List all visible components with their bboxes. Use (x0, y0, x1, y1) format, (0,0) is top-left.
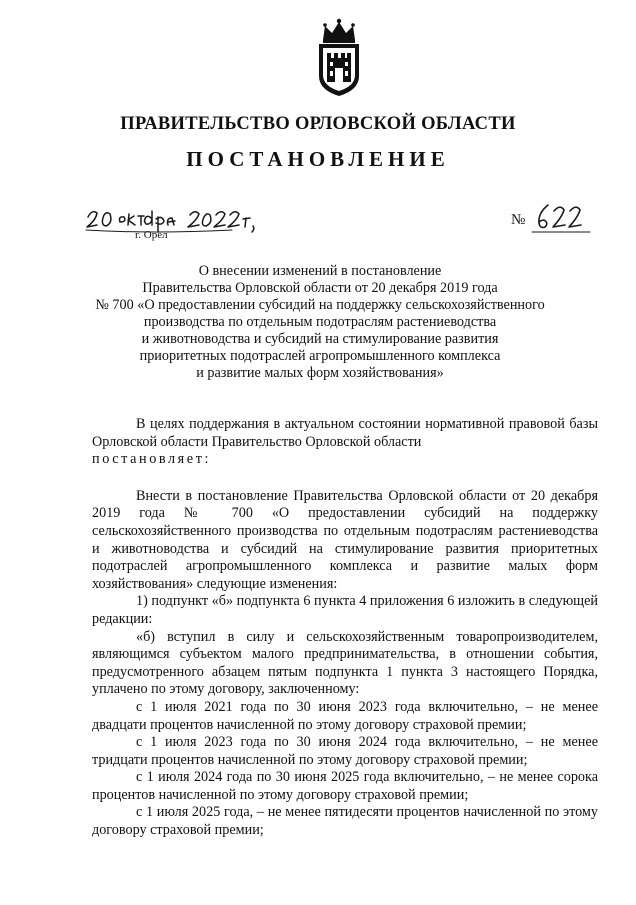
body-paragraph: с 1 июля 2021 года по 30 июня 2023 года включительно, – не менее двадцати процентов начисленной по этому договору страховой премии; (92, 698, 598, 733)
preamble-paragraph (92, 416, 598, 469)
body-paragraph: с 1 июля 2023 года по 30 июня 2024 года включительно, – не менее тридцати процентов начисленной по этому договору страховой премии; (92, 734, 598, 768)
organization-name: ПРАВИТЕЛЬСТВО ОРЛОВСКОЙ ОБЛАСТИ (120, 114, 516, 134)
title-line: Правительства Орловской области от 20 декабря 2019 года (142, 280, 498, 296)
preamble-text: В целях поддержания в актуальном состоянии нормативной правовой базы Орловской области Правительство Орловской области (92, 416, 598, 450)
document-body (92, 416, 598, 840)
body-paragraph: с 1 июля 2025 года, – не менее пятидесяти процентов начисленной по этому договору страховой премии; (92, 804, 598, 839)
title-line: производства по отдельным подотраслям растениеводства (143, 314, 497, 330)
body-paragraph: 1) подпункт «б» подпункта 6 пункта 4 приложения 6 изложить в следующей редакции: (92, 593, 598, 627)
number-label: № (511, 212, 526, 228)
body-paragraph: «б) вступил в силу и сельскохозяйственным товаропроизводителем, являющимся субъектом малого предпринимательства, в отношении события, предусмотренного абзацем пятым подпункта 1 пункта 3 настоящего Порядка, уплачено по этому договору, заключенному: (92, 628, 598, 698)
body-paragraph: Внести в постановление Правительства Орловской области от 20 декабря 2019 года № 700 «О предоставлении субсидий на поддержку сельскохозяйственного производства по отдельным подотраслям растениеводства и животноводства и субсидий на стимулирование развития приоритетных подотраслей агропромышленного комплекса и развитие малых форм хозяйствования» следующие изменения: (92, 487, 598, 592)
oryol-coat-of-arms-icon (313, 18, 365, 98)
handwritten-date (82, 203, 260, 237)
title-line: О внесении изменений в постановление (198, 263, 442, 279)
handwritten-number (530, 201, 592, 237)
title-line: № 700 «О предоставлении субсидий на поддержку сельскохозяйственного (95, 297, 545, 313)
document-title (60, 263, 580, 382)
title-line: и развитие малых форм хозяйствования» (196, 365, 444, 381)
preamble-verb: постановляет: (92, 451, 212, 468)
city-label: г. Орел (135, 229, 168, 241)
document-type: ПОСТАНОВЛЕНИЕ (186, 147, 450, 171)
title-line: и животноводства и субсидий на стимулирование развития (141, 331, 499, 347)
title-line: приоритетных подотраслей агропромышленного комплекса (139, 348, 501, 364)
body-paragraph: с 1 июля 2024 года по 30 июня 2025 года включительно, – не менее сорока процентов начисленной по этому договору страховой премии; (92, 769, 598, 803)
